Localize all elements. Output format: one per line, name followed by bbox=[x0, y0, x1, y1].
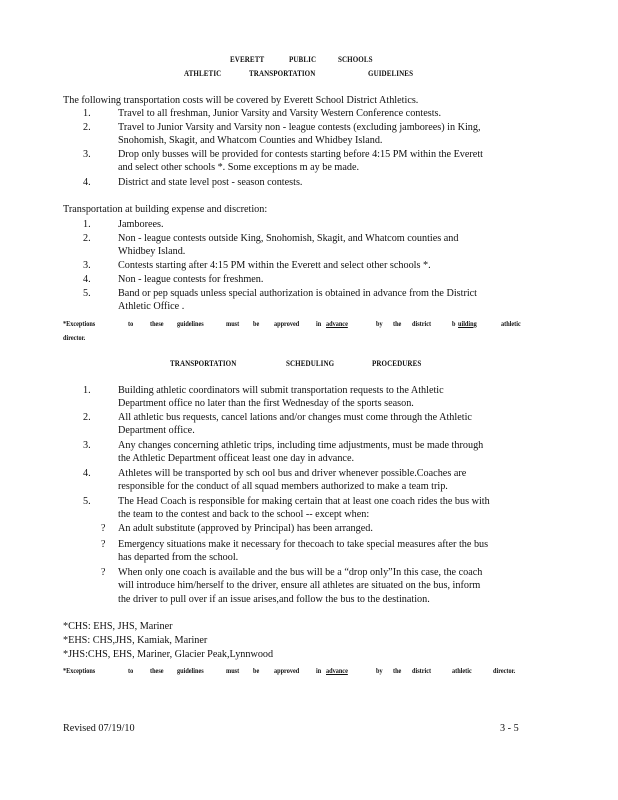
note2-word: these bbox=[150, 666, 164, 675]
note-word-building: uilding bbox=[458, 319, 477, 328]
header-word-guidelines: GUIDELINES bbox=[368, 68, 414, 78]
scheduling-heading-word: SCHEDULING bbox=[286, 358, 335, 368]
note-word: these bbox=[150, 319, 164, 328]
note-word: in bbox=[316, 319, 322, 328]
scheduling-item-num: 4. bbox=[83, 468, 91, 479]
building-item-num: 3. bbox=[83, 260, 91, 271]
note2-word: director. bbox=[493, 666, 516, 675]
covered-item-num: 1. bbox=[83, 108, 91, 119]
covered-item-line: Travel to Junior Varsity and Varsity non - league contests (excluding jamborees) in King, bbox=[118, 122, 481, 133]
scheduling-item-line: Building athletic coordinators will submit transportation requests to the Athletic bbox=[118, 385, 444, 396]
scheduling-item-line: the Athletic Department officeat least one day in advance. bbox=[118, 453, 355, 464]
note2-word: guidelines bbox=[177, 666, 204, 675]
building-item-num: 1. bbox=[83, 219, 91, 230]
scheduling-item-line: Athletes will be transported by sch ool bus and driver whenever possible.Coaches are bbox=[118, 468, 467, 479]
scheduling-item-num: 3. bbox=[83, 440, 91, 451]
note-word: athletic bbox=[501, 319, 521, 328]
scheduling-item-line: Department office no later than the first Wednesday of the sports season. bbox=[118, 398, 414, 409]
note2-word: to bbox=[128, 666, 134, 675]
covered-item-num: 4. bbox=[83, 177, 91, 188]
covered-item-line: Drop only busses will be provided for contests starting before 4:15 PM within the Everett bbox=[118, 149, 483, 160]
building-item-num: 5. bbox=[83, 288, 91, 299]
building-item-line: Jamborees. bbox=[118, 219, 164, 230]
header-word-athletic: ATHLETIC bbox=[184, 68, 222, 78]
building-item-line: Whidbey Island. bbox=[118, 246, 186, 257]
note-word: the bbox=[393, 319, 402, 328]
note-word: guidelines bbox=[177, 319, 204, 328]
scheduling-item-num: 5. bbox=[83, 496, 91, 507]
header-word-public: PUBLIC bbox=[289, 54, 317, 64]
subitem-bullet: ? bbox=[101, 523, 106, 534]
header-word-transportation: TRANSPORTATION bbox=[249, 68, 316, 78]
note2-word: the bbox=[393, 666, 402, 675]
note-word: director. bbox=[63, 333, 86, 342]
subitem-line: will introduce him/herself to the driver, ensure all athletes are situated on the bus, inform bbox=[118, 580, 481, 591]
subitem-line: An adult substitute (approved by Principal) has been arranged. bbox=[118, 523, 373, 534]
scheduling-item-line: responsible for the conduct of all squad members authorized to make a team trip. bbox=[118, 481, 448, 492]
building-item-line: Non - league contests for freshmen. bbox=[118, 274, 264, 285]
footer-revised: Revised 07/19/10 bbox=[63, 723, 135, 734]
note2-word-advance: advance bbox=[326, 666, 348, 675]
scheduling-heading-word: TRANSPORTATION bbox=[170, 358, 237, 368]
covered-intro: The following transportation costs will be covered by Everett School District Athletics. bbox=[63, 95, 419, 106]
scheduling-heading-word: PROCEDURES bbox=[372, 358, 422, 368]
header-word-schools: SCHOOLS bbox=[338, 54, 373, 64]
schools-line: *EHS: CHS,JHS, Kamiak, Mariner bbox=[63, 635, 208, 646]
subitem-line: the driver to pull over if an issue arises,and follow the bus to the destination. bbox=[118, 594, 430, 605]
note2-word: must bbox=[226, 666, 240, 675]
building-intro: Transportation at building expense and discretion: bbox=[63, 204, 268, 215]
building-item-num: 2. bbox=[83, 233, 91, 244]
covered-item-line: and select other schools *. Some exceptions m ay be made. bbox=[118, 162, 360, 173]
note-word: to bbox=[128, 319, 134, 328]
note2-word: district bbox=[412, 666, 432, 675]
building-item-line: Band or pep squads unless special authorization is obtained in advance from the District bbox=[118, 288, 478, 299]
scheduling-item-num: 1. bbox=[83, 385, 91, 396]
header-word-everett: EVERETT bbox=[230, 54, 265, 64]
schools-line: *CHS: EHS, JHS, Mariner bbox=[63, 621, 173, 632]
note2-word: in bbox=[316, 666, 322, 675]
note-word: *Exceptions bbox=[63, 319, 96, 328]
scheduling-item-line: The Head Coach is responsible for making certain that at least one coach rides the bus with bbox=[118, 496, 490, 507]
building-item-line: Contests starting after 4:15 PM within the Everett and select other schools *. bbox=[118, 260, 431, 271]
note2-word: be bbox=[253, 666, 260, 675]
building-item-num: 4. bbox=[83, 274, 91, 285]
note-word: must bbox=[226, 319, 240, 328]
note2-word: approved bbox=[274, 666, 300, 675]
note-word-advance: advance bbox=[326, 319, 348, 328]
subitem-line: Emergency situations make it necessary for thecoach to take special measures after the bus bbox=[118, 539, 489, 550]
subitem-bullet: ? bbox=[101, 567, 106, 578]
scheduling-item-line: Any changes concerning athletic trips, including time adjustments, must be made through bbox=[118, 440, 484, 451]
covered-item-line: Snohomish, Skagit, and Whatcom Counties and Whidbey Island. bbox=[118, 135, 383, 146]
covered-item-num: 2. bbox=[83, 122, 91, 133]
building-item-line: Athletic Office . bbox=[118, 301, 185, 312]
scheduling-item-line: All athletic bus requests, cancel lations and/or changes must come through the Athletic bbox=[118, 412, 472, 423]
note2-word: athletic bbox=[452, 666, 472, 675]
schools-line: *JHS:CHS, EHS, Mariner, Glacier Peak,Lynnwood bbox=[63, 649, 274, 660]
scheduling-item-num: 2. bbox=[83, 412, 91, 423]
covered-item-line: District and state level post - season contests. bbox=[118, 177, 303, 188]
note2-word: *Exceptions bbox=[63, 666, 96, 675]
scheduling-item-line: the team to the contest and back to the school -- except when: bbox=[118, 509, 370, 520]
note-word: approved bbox=[274, 319, 300, 328]
note-word: by bbox=[376, 319, 383, 328]
footer-page-number: 3 - 5 bbox=[500, 723, 519, 734]
covered-item-line: Travel to all freshman, Junior Varsity and Varsity Western Conference contests. bbox=[118, 108, 442, 119]
covered-item-num: 3. bbox=[83, 149, 91, 160]
note-word: district bbox=[412, 319, 432, 328]
note2-word: by bbox=[376, 666, 383, 675]
scheduling-item-line: Department office. bbox=[118, 425, 195, 436]
subitem-line: has departed from the school. bbox=[118, 552, 239, 563]
building-item-line: Non - league contests outside King, Snohomish, Skagit, and Whatcom counties and bbox=[118, 233, 459, 244]
subitem-bullet: ? bbox=[101, 539, 106, 550]
subitem-line: When only one coach is available and the bus will be a “drop only”In this case, the coach bbox=[118, 567, 483, 578]
note-word: b bbox=[452, 319, 456, 328]
note-word: be bbox=[253, 319, 260, 328]
